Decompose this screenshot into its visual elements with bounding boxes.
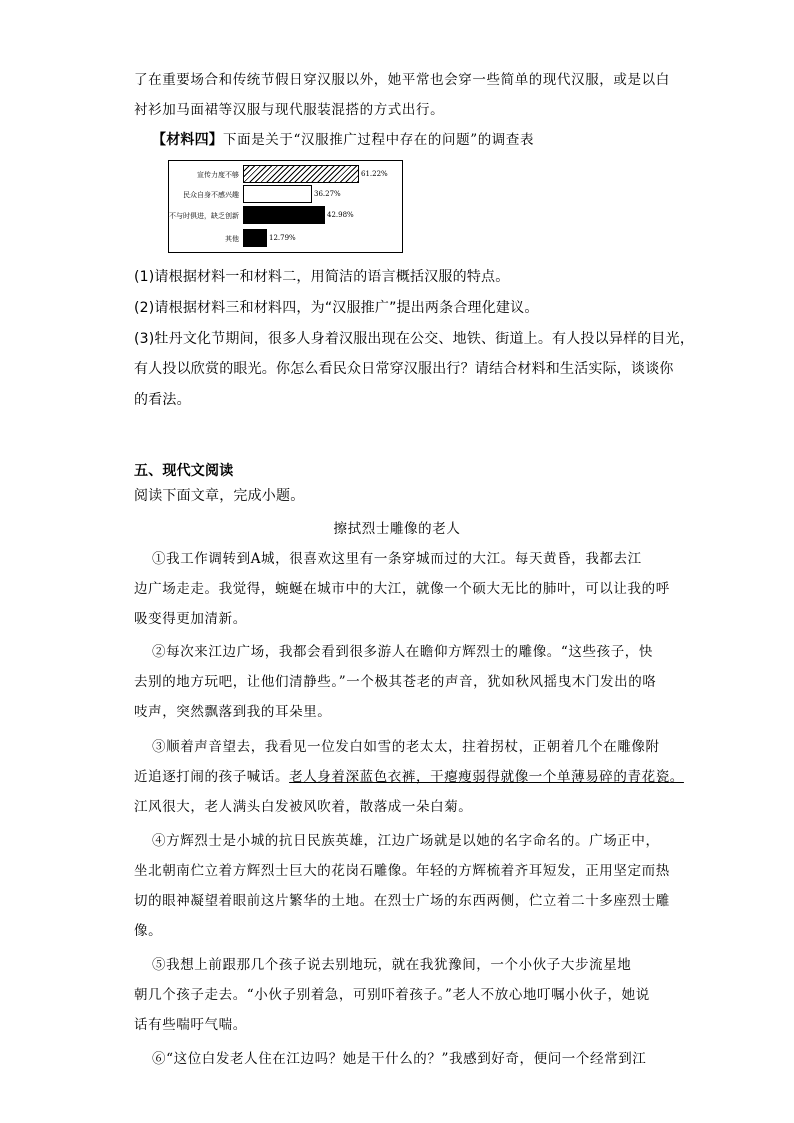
chart-bar [243, 206, 325, 224]
para-4-line-1: ④方辉烈士是小城的抗日民族英雄，江边广场就是以她的名字命名的。广场正中， [152, 833, 660, 849]
para-2-line-1: ②每次来江边广场，我都会看到很多游人在瞻仰方辉烈士的雕像。“这些孩子，快 [152, 644, 654, 660]
chart-bar [243, 229, 267, 247]
para-3-line-1: ③顺着声音望去，我看见一位发白如雪的老太太，拄着拐杖，正朝着几个在雕像附 [152, 739, 660, 755]
chart-bar [243, 165, 359, 183]
para-2-line-3: 吱声，突然飘落到我的耳朵里。 [134, 704, 332, 720]
question-3-line-1: (3)牡丹文化节期间，很多人身着汉服出现在公交、地铁、街道上。有人投以异样的目光， [134, 331, 695, 347]
material4-title: 下面是关于“汉服推广过程中存在的问题”的调查表 [223, 132, 535, 148]
para-1-line-2: 边广场走走。我觉得，蜿蜒在城市中的大江，就像一个硕大无比的肺叶，可以让我的呼 [134, 581, 670, 597]
chart-value-label: 12.79% [269, 234, 296, 242]
chart-value-label: 61.22% [361, 170, 388, 178]
para-1-line-3: 吸变得更加清新。 [134, 611, 247, 627]
para-3-line-2 [134, 765, 684, 785]
question-3-line-2: 有人投以欣赏的眼光。你怎么看民众日常穿汉服出行？请结合材料和生活实际，谈谈你 [134, 361, 674, 377]
chart-bar [243, 185, 312, 203]
question-3-line-3: 的看法。 [134, 392, 191, 408]
para-3-underlined-sentence: 老人身着深蓝色衣裤，干瘪瘦弱得就像一个单薄易碎的青花瓷。 [289, 769, 684, 785]
para-5-line-1: ⑤我想上前跟那几个孩子说去别地玩，就在我犹豫间，一个小伙子大步流星地 [152, 957, 632, 973]
chart-category-label: 不与时俱进，缺乏创新 [169, 212, 239, 220]
intro-line-2: 衬衫加马面裙等汉服与现代服装混搭的方式出行。 [134, 102, 445, 118]
section-heading: 五、现代文阅读 [134, 463, 234, 479]
question-1: (1)请根据材料一和材料二，用简洁的语言概括汉服的特点。 [134, 269, 510, 285]
survey-bar-chart [168, 160, 403, 253]
question-2: (2)请根据材料三和材料四，为“汉服推广”提出两条合理化建议。 [134, 300, 539, 316]
para-2-line-2: 去别的地方玩吧，让他们清静些。”一个极其苍老的声音，犹如秋风摇曳木门发出的咯 [134, 674, 657, 690]
article-title: 擦拭烈士雕像的老人 [333, 521, 461, 537]
para-4-line-3: 切的眼神凝望着眼前这片繁华的土地。在烈士广场的东西两侧，伫立着二十多座烈士雕 [134, 893, 670, 909]
chart-value-label: 42.98% [327, 211, 354, 219]
intro-line-1: 了在重要场合和传统节假日穿汉服以外，她平常也会穿一些简单的现代汉服，或是以白 [134, 72, 670, 88]
para-3-line-3: 江风很大，老人满头白发被风吹着，散落成一朵白菊。 [134, 799, 473, 815]
section-instruction: 阅读下面文章，完成小题。 [134, 488, 305, 504]
para-3-text: 近追逐打闹的孩子喊话。 [134, 769, 290, 785]
para-4-line-4: 像。 [134, 923, 163, 939]
chart-category-label: 宣传力度不够 [197, 171, 239, 179]
material4-caption [152, 128, 534, 149]
chart-category-label: 民众自身不感兴趣 [183, 191, 239, 199]
material4-tag: 【材料四】 [152, 132, 223, 148]
para-1-line-1: ①我工作调转到A城，很喜欢这里有一条穿城而过的大江。每天黄昏，我都去江 [152, 551, 642, 567]
para-4-line-2: 坐北朝南伫立着方辉烈士巨大的花岗石雕像。年轻的方辉梳着齐耳短发，正用坚定而热 [134, 863, 670, 879]
para-5-line-3: 话有些喘吁气喘。 [134, 1017, 247, 1033]
chart-value-label: 36.27% [314, 190, 341, 198]
chart-category-label: 其他 [225, 235, 239, 243]
para-5-line-2: 朝几个孩子走去。“小伙子别着急，可别吓着孩子。”老人不放心地叮嘱小伙子，她说 [134, 987, 650, 1003]
para-6-line-1: ⑥“这位白发老人住在江边吗？她是干什么的？”我感到好奇，便问一个经常到江 [152, 1051, 647, 1067]
